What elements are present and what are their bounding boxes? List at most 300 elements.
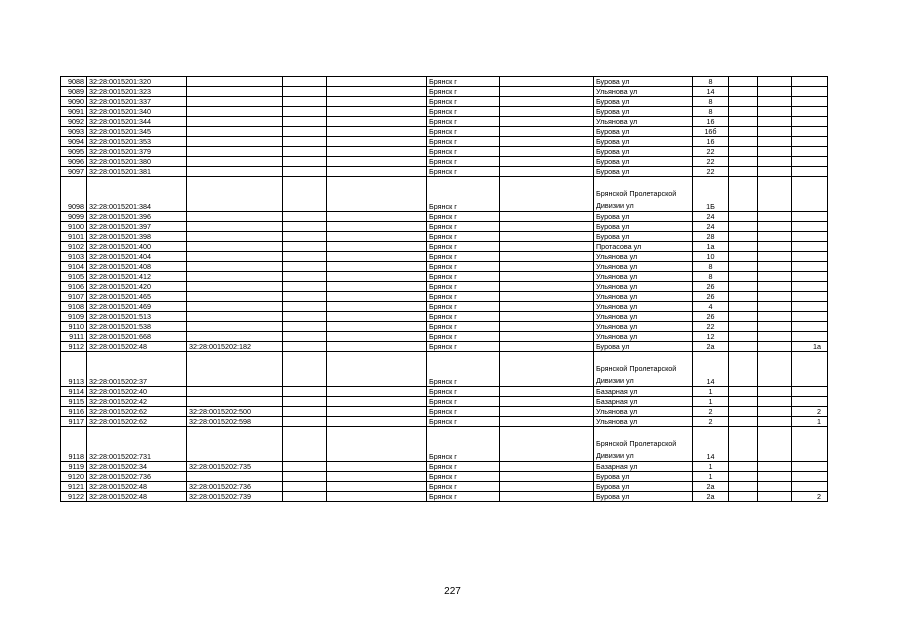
table-row [61,157,828,167]
cell-col-4 [283,262,327,272]
cell-row-number: 9112 [61,342,87,352]
cell-house-number: 26 [693,282,729,292]
cell-col-10 [729,157,758,167]
cell-col-4 [283,232,327,242]
cell-col-7 [500,77,594,87]
cell-parent-cadastral-number [187,472,283,482]
cell-col-7 [500,147,594,157]
cell-row-number: 9097 [61,167,87,177]
cell-cadastral-number: 32:28:0015201:404 [87,252,187,262]
cell-city: Брянск г [427,272,500,282]
cell-col-10 [729,212,758,222]
cell-col-7 [500,407,594,417]
cell-house-number: 1 [693,472,729,482]
cell-col-4 [283,222,327,232]
cell-row-number: 9102 [61,242,87,252]
cell-col-5 [327,342,427,352]
cell-street: Бурова ул [594,77,693,87]
cell-cadastral-number: 32:28:0015201:400 [87,242,187,252]
cell-col-7 [500,87,594,97]
cell-col-10 [729,127,758,137]
table-row [61,397,828,407]
cell-city: Брянск г [427,147,500,157]
cell-cadastral-number: 32:28:0015201:320 [87,77,187,87]
cell-col-4 [283,472,327,482]
cell-row-number: 9096 [61,157,87,167]
cell-cadastral-number: 32:28:0015202:62 [87,407,187,417]
table-body [61,77,828,502]
cell-col-11 [758,462,792,472]
cell-parent-cadastral-number [187,117,283,127]
cell-col-7 [500,312,594,322]
cell-col-10 [729,117,758,127]
cell-cadastral-number: 32:28:0015202:62 [87,417,187,427]
cell-apartment [792,212,828,222]
cell-col-10 [729,397,758,407]
cell-street: Ульянова ул [594,312,693,322]
cell-col-5 [327,157,427,167]
cell-parent-cadastral-number [187,147,283,157]
cell-apartment [792,352,828,387]
cell-street: Бурова ул [594,107,693,117]
table-row [61,427,828,462]
cell-col-7 [500,387,594,397]
table-row [61,252,828,262]
cell-col-10 [729,97,758,107]
cell-street: Базарная ул [594,387,693,397]
cell-street: Бурова ул [594,482,693,492]
cell-parent-cadastral-number [187,262,283,272]
cell-apartment [792,262,828,272]
cell-street: Брянской Пролетарской Дивизии ул [594,352,693,387]
cell-row-number: 9095 [61,147,87,157]
cell-city: Брянск г [427,212,500,222]
cell-col-10 [729,252,758,262]
cell-street: Ульянова ул [594,282,693,292]
cell-col-10 [729,322,758,332]
cell-row-number: 9088 [61,77,87,87]
cell-city: Брянск г [427,462,500,472]
cell-cadastral-number: 32:28:0015201:398 [87,232,187,242]
table-row [61,292,828,302]
cell-house-number: 4 [693,302,729,312]
cell-col-7 [500,117,594,127]
cell-apartment [792,127,828,137]
cell-parent-cadastral-number [187,332,283,342]
table-row [61,107,828,117]
cell-col-11 [758,312,792,322]
cell-street: Бурова ул [594,212,693,222]
cell-row-number: 9119 [61,462,87,472]
cell-row-number: 9116 [61,407,87,417]
cell-city: Брянск г [427,417,500,427]
cell-city: Брянск г [427,482,500,492]
cell-house-number: 16 [693,137,729,147]
cell-apartment [792,97,828,107]
cell-row-number: 9094 [61,137,87,147]
cell-city: Брянск г [427,407,500,417]
cell-col-5 [327,462,427,472]
cell-col-10 [729,427,758,462]
table-row [61,77,828,87]
cell-col-10 [729,482,758,492]
cell-col-5 [327,177,427,212]
cell-house-number: 2 [693,417,729,427]
cell-col-5 [327,312,427,322]
cell-parent-cadastral-number [187,302,283,312]
cell-cadastral-number: 32:28:0015201:353 [87,137,187,147]
cell-row-number: 9106 [61,282,87,292]
cell-parent-cadastral-number [187,167,283,177]
cell-col-4 [283,492,327,502]
cell-cadastral-number: 32:28:0015201:323 [87,87,187,97]
cell-col-10 [729,292,758,302]
cell-row-number: 9109 [61,312,87,322]
cell-cadastral-number: 32:28:0015201:397 [87,222,187,232]
cell-col-11 [758,137,792,147]
cell-col-7 [500,97,594,107]
cell-street: Ульянова ул [594,407,693,417]
cell-col-4 [283,332,327,342]
cell-apartment [792,157,828,167]
cell-col-10 [729,87,758,97]
cell-cadastral-number: 32:28:0015202:736 [87,472,187,482]
cell-col-4 [283,312,327,322]
cell-cadastral-number: 32:28:0015201:668 [87,332,187,342]
cell-street: Базарная ул [594,462,693,472]
cell-col-5 [327,417,427,427]
cell-col-7 [500,462,594,472]
cell-parent-cadastral-number [187,137,283,147]
cell-apartment [792,77,828,87]
cell-city: Брянск г [427,302,500,312]
cell-col-10 [729,312,758,322]
cell-col-10 [729,387,758,397]
cell-row-number: 9118 [61,427,87,462]
cell-col-11 [758,87,792,97]
cell-col-7 [500,262,594,272]
cell-row-number: 9104 [61,262,87,272]
cell-col-7 [500,107,594,117]
cell-street: Базарная ул [594,397,693,407]
cell-parent-cadastral-number [187,107,283,117]
cell-col-7 [500,417,594,427]
cell-street: Ульянова ул [594,252,693,262]
cell-house-number: 1 [693,397,729,407]
cell-apartment [792,87,828,97]
cell-cadastral-number: 32:28:0015202:42 [87,397,187,407]
cell-cadastral-number: 32:28:0015201:345 [87,127,187,137]
cell-apartment [792,252,828,262]
cell-house-number: 22 [693,322,729,332]
cell-apartment [792,107,828,117]
cell-col-4 [283,462,327,472]
cell-city: Брянск г [427,232,500,242]
cell-apartment [792,482,828,492]
cell-col-7 [500,427,594,462]
cell-cadastral-number: 32:28:0015201:469 [87,302,187,312]
cell-parent-cadastral-number [187,427,283,462]
cell-apartment [792,332,828,342]
cell-col-5 [327,167,427,177]
cell-street: Ульянова ул [594,272,693,282]
cell-col-10 [729,107,758,117]
cell-col-4 [283,147,327,157]
cell-cadastral-number: 32:28:0015201:408 [87,262,187,272]
cell-house-number: 8 [693,77,729,87]
cell-col-5 [327,137,427,147]
cell-street: Бурова ул [594,492,693,502]
cell-col-11 [758,127,792,137]
cell-street: Ульянова ул [594,302,693,312]
cell-col-5 [327,117,427,127]
cell-col-11 [758,427,792,462]
cell-col-11 [758,262,792,272]
cell-apartment [792,272,828,282]
cell-house-number: 26 [693,292,729,302]
table-row [61,272,828,282]
cell-city: Брянск г [427,252,500,262]
cell-col-7 [500,177,594,212]
cell-col-4 [283,407,327,417]
cell-house-number: 14 [693,352,729,387]
cell-house-number: 2а [693,482,729,492]
cell-parent-cadastral-number [187,87,283,97]
cell-city: Брянск г [427,97,500,107]
cell-col-10 [729,492,758,502]
table-row [61,482,828,492]
cell-cadastral-number: 32:28:0015201:396 [87,212,187,222]
cell-col-7 [500,332,594,342]
cell-house-number: 24 [693,212,729,222]
cell-parent-cadastral-number: 32:28:0015202:500 [187,407,283,417]
cell-street: Бурова ул [594,97,693,107]
cell-col-4 [283,127,327,137]
cell-col-7 [500,232,594,242]
table-row [61,232,828,242]
cell-row-number: 9093 [61,127,87,137]
cell-house-number: 16 [693,117,729,127]
table-row [61,242,828,252]
cell-col-10 [729,147,758,157]
cell-row-number: 9103 [61,252,87,262]
cell-col-7 [500,222,594,232]
cell-apartment [792,137,828,147]
cell-cadastral-number: 32:28:0015201:513 [87,312,187,322]
cell-col-4 [283,107,327,117]
cell-col-4 [283,242,327,252]
cell-city: Брянск г [427,242,500,252]
cell-col-11 [758,472,792,482]
table-row [61,342,828,352]
cell-col-4 [283,352,327,387]
cell-parent-cadastral-number: 32:28:0015202:598 [187,417,283,427]
cell-col-4 [283,87,327,97]
table-row [61,262,828,272]
cell-col-11 [758,322,792,332]
cell-city: Брянск г [427,137,500,147]
table-row [61,417,828,427]
table-row [61,322,828,332]
cell-col-11 [758,212,792,222]
cell-row-number: 9092 [61,117,87,127]
cell-col-10 [729,352,758,387]
table-row [61,462,828,472]
cell-parent-cadastral-number [187,212,283,222]
cell-col-7 [500,482,594,492]
cell-col-11 [758,282,792,292]
cell-city: Брянск г [427,342,500,352]
cell-col-4 [283,272,327,282]
cell-street: Бурова ул [594,147,693,157]
cell-col-5 [327,292,427,302]
cell-apartment [792,147,828,157]
cell-cadastral-number: 32:28:0015202:48 [87,492,187,502]
cell-col-7 [500,252,594,262]
table-row [61,177,828,212]
cell-col-7 [500,472,594,482]
cell-col-10 [729,177,758,212]
cell-parent-cadastral-number [187,292,283,302]
cell-city: Брянск г [427,77,500,87]
cell-col-11 [758,107,792,117]
cell-col-5 [327,282,427,292]
cell-col-10 [729,282,758,292]
cell-house-number: 1Б [693,177,729,212]
cell-house-number: 8 [693,262,729,272]
cell-house-number: 26 [693,312,729,322]
cell-house-number: 1 [693,387,729,397]
cell-street: Ульянова ул [594,322,693,332]
cell-city: Брянск г [427,222,500,232]
cell-col-11 [758,252,792,262]
cell-col-4 [283,322,327,332]
table-row [61,137,828,147]
cell-row-number: 9108 [61,302,87,312]
cell-col-11 [758,147,792,157]
cell-col-4 [283,117,327,127]
cell-col-4 [283,302,327,312]
cell-col-4 [283,137,327,147]
cell-col-10 [729,262,758,272]
cell-col-11 [758,177,792,212]
cell-street: Бурова ул [594,222,693,232]
cell-col-5 [327,387,427,397]
cell-parent-cadastral-number: 32:28:0015202:182 [187,342,283,352]
cell-col-5 [327,492,427,502]
cell-parent-cadastral-number [187,97,283,107]
cell-row-number: 9090 [61,97,87,107]
cell-col-4 [283,427,327,462]
cell-col-10 [729,137,758,147]
cell-row-number: 9101 [61,232,87,242]
cell-col-10 [729,77,758,87]
cell-apartment: 1 [792,417,828,427]
cell-col-4 [283,397,327,407]
cell-house-number: 16б [693,127,729,137]
cell-house-number: 8 [693,97,729,107]
cell-col-4 [283,212,327,222]
cell-row-number: 9114 [61,387,87,397]
cell-street: Бурова ул [594,232,693,242]
cell-apartment [792,312,828,322]
cell-city: Брянск г [427,472,500,482]
cell-house-number: 22 [693,147,729,157]
cell-col-5 [327,107,427,117]
cell-col-5 [327,272,427,282]
cell-house-number: 2а [693,492,729,502]
cell-house-number: 1 [693,462,729,472]
cell-apartment [792,397,828,407]
cell-col-5 [327,212,427,222]
cell-apartment [792,282,828,292]
table-row [61,167,828,177]
cell-col-5 [327,262,427,272]
cell-street: Бурова ул [594,342,693,352]
cell-city: Брянск г [427,282,500,292]
cell-col-7 [500,272,594,282]
table-row [61,302,828,312]
cell-row-number: 9105 [61,272,87,282]
cell-street: Бурова ул [594,167,693,177]
table-row [61,127,828,137]
cell-col-11 [758,492,792,502]
cell-city: Брянск г [427,352,500,387]
cell-col-10 [729,462,758,472]
table-row [61,332,828,342]
cell-parent-cadastral-number: 32:28:0015202:735 [187,462,283,472]
cell-apartment [792,462,828,472]
cell-cadastral-number: 32:28:0015202:48 [87,342,187,352]
cell-col-5 [327,87,427,97]
cell-col-11 [758,117,792,127]
cell-col-4 [283,387,327,397]
cell-parent-cadastral-number [187,322,283,332]
cell-city: Брянск г [427,427,500,462]
cell-row-number: 9100 [61,222,87,232]
table-row [61,282,828,292]
cell-apartment: 1а [792,342,828,352]
cell-street: Ульянова ул [594,332,693,342]
cell-col-7 [500,127,594,137]
cell-house-number: 24 [693,222,729,232]
cell-street: Ульянова ул [594,262,693,272]
cell-parent-cadastral-number [187,387,283,397]
cell-city: Брянск г [427,87,500,97]
cell-cadastral-number: 32:28:0015201:412 [87,272,187,282]
cell-city: Брянск г [427,397,500,407]
cell-cadastral-number: 32:28:0015201:340 [87,107,187,117]
cell-col-11 [758,332,792,342]
cell-col-10 [729,222,758,232]
table-row [61,222,828,232]
cell-col-10 [729,242,758,252]
cell-cadastral-number: 32:28:0015201:538 [87,322,187,332]
cell-street: Ульянова ул [594,117,693,127]
cell-col-10 [729,342,758,352]
cell-cadastral-number: 32:28:0015201:420 [87,282,187,292]
cell-cadastral-number: 32:28:0015202:731 [87,427,187,462]
cell-apartment [792,322,828,332]
cell-col-11 [758,167,792,177]
cell-house-number: 8 [693,107,729,117]
cell-col-7 [500,492,594,502]
cell-house-number: 2а [693,342,729,352]
cell-col-10 [729,302,758,312]
cell-city: Брянск г [427,127,500,137]
cell-parent-cadastral-number [187,77,283,87]
cell-col-7 [500,157,594,167]
